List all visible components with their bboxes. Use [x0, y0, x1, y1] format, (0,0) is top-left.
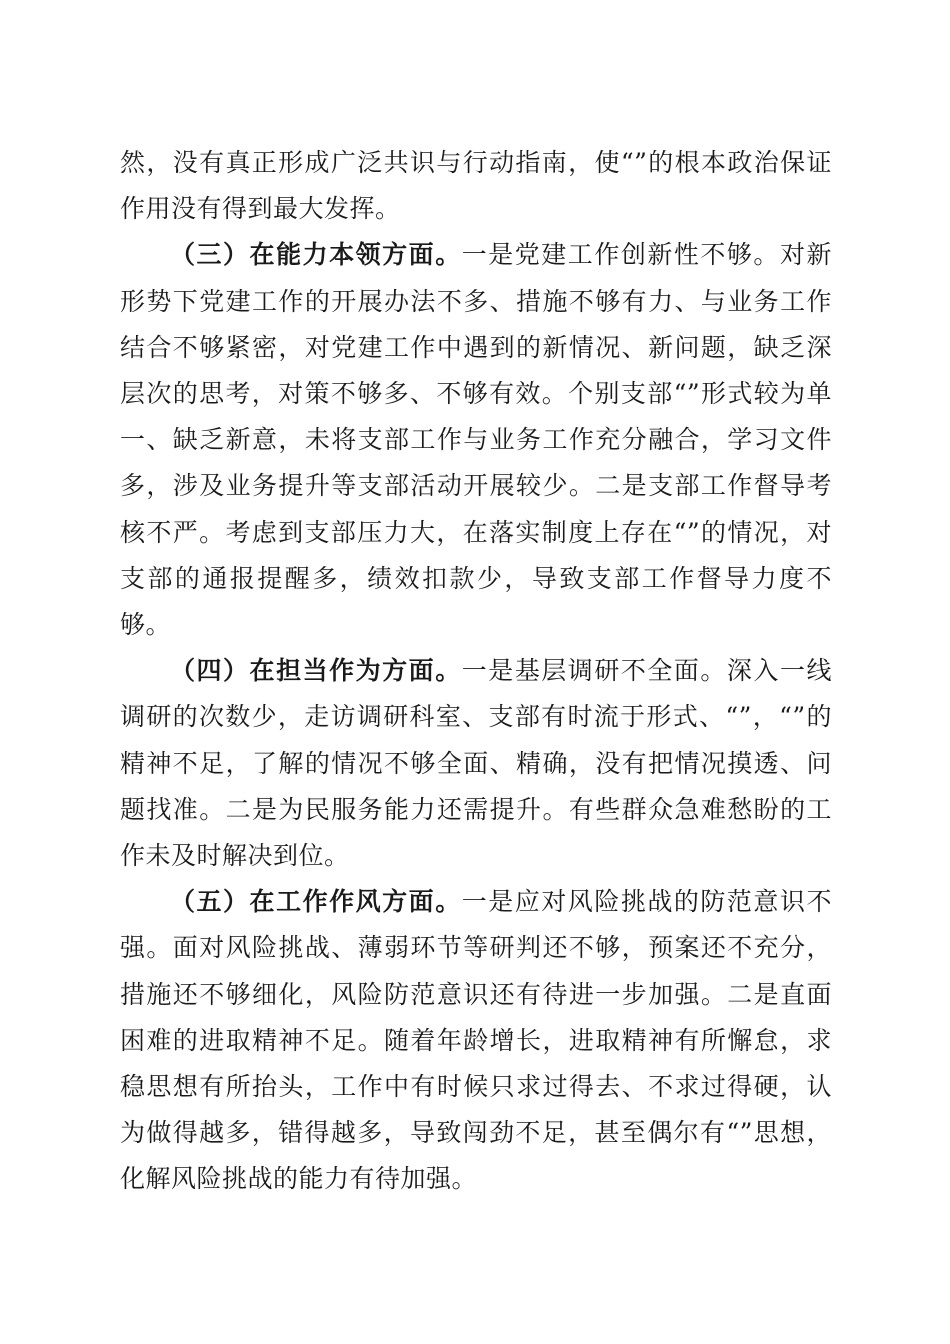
section-heading: （三）在能力本领方面。 [170, 240, 462, 270]
paragraph-section-4 [120, 648, 832, 879]
section-heading: （四）在担当作为方面。 [170, 656, 462, 686]
paragraph-section-5 [120, 879, 832, 1202]
paragraph-text: 然，没有真正形成广泛共识与行动指南，使“”的根本政治保证作用没有得到最大发挥。 [120, 148, 832, 224]
paragraph-section-3 [120, 232, 832, 648]
paragraph-continuation [120, 140, 832, 232]
section-heading: （五）在工作作风方面。 [170, 887, 462, 917]
paragraph-text: 一是基层调研不全面。深入一线调研的次数少，走访调研科室、支部有时流于形式、“”，“”的精神不足，了解的情况不够全面、精确，没有把情况摸透、问题找准。二是为民服务能力还需提升。有些群众急难愁盼的工作未及时解决到位。 [120, 656, 832, 871]
paragraph-text: 一是党建工作创新性不够。对新形势下党建工作的开展办法不多、措施不够有力、与业务工作结合不够紧密，对党建工作中遇到的新情况、新问题，缺乏深层次的思考，对策不够多、不够有效。个别支部“”形式较为单一、缺乏新意，未将支部工作与业务工作充分融合，学习文件多，涉及业务提升等支部活动开展较少。二是支部工作督导考核不严。考虑到支部压力大，在落实制度上存在“”的情况，对支部的通报提醒多，绩效扣款少，导致支部工作督导力度不够。 [120, 240, 832, 640]
paragraph-text: 一是应对风险挑战的防范意识不强。面对风险挑战、薄弱环节等研判还不够，预案还不充分，措施还不够细化，风险防范意识还有待进一步加强。二是直面困难的进取精神不足。随着年龄增长，进取精神有所懈怠，求稳思想有所抬头，工作中有时候只求过得去、不求过得硬，认为做得越多，错得越多，导致闯劲不足，甚至偶尔有“”思想，化解风险挑战的能力有待加强。 [120, 887, 832, 1194]
document-body [120, 140, 832, 1203]
